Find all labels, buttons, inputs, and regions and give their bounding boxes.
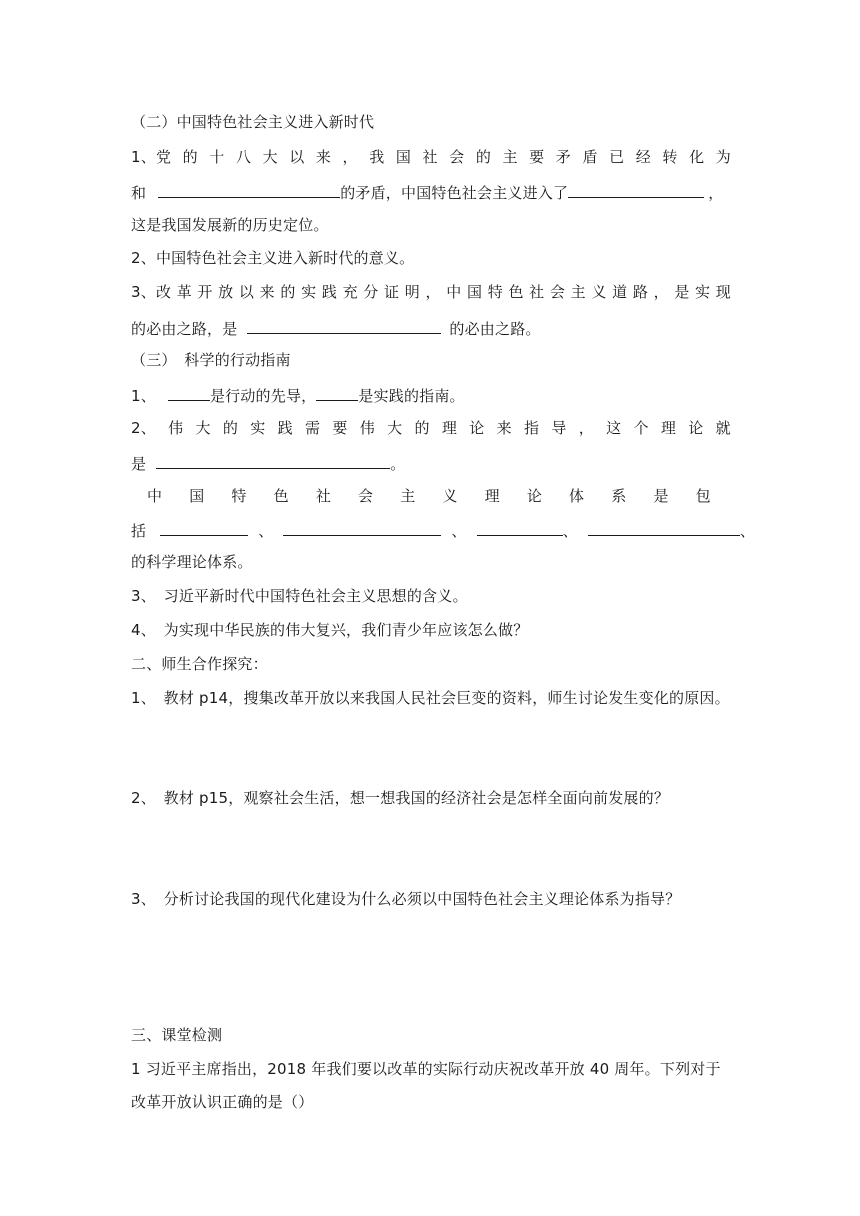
q3-text-a: 的必由之路，是 <box>131 320 238 338</box>
char-6: 主 <box>400 487 416 505</box>
char-9: 国 <box>395 148 412 166</box>
q2-line: 2、中国特色社会主义进入新时代的意义。 <box>131 249 415 267</box>
char-2: 十 <box>209 148 225 166</box>
char-9: 大 <box>387 419 403 437</box>
char-17: 这 <box>606 419 622 437</box>
char-16: ， <box>578 419 594 437</box>
part2-heading: 二、师生合作探究： <box>131 655 268 673</box>
char-4: 实 <box>250 419 266 437</box>
char-11: 会 <box>449 148 465 166</box>
char-12: 的 <box>475 148 492 166</box>
char-15: 导 <box>551 419 567 437</box>
char-14: 中 <box>446 283 462 301</box>
char-17: 色 <box>508 283 524 301</box>
part2-item-3: 3、 分析讨论我国的现代化建设为什么必须以中国特色社会主义理论体系为指导？ <box>131 890 681 908</box>
char-18: 经 <box>635 148 651 166</box>
sep: 、 <box>258 522 274 540</box>
char-16: 特 <box>487 283 503 301</box>
char-2: 特 <box>231 487 247 505</box>
blank-field[interactable] <box>283 519 441 536</box>
blank-field[interactable] <box>568 181 704 198</box>
char-7: 实 <box>301 283 317 301</box>
char-7: ， <box>342 148 358 166</box>
q1-line2 <box>131 181 723 203</box>
char-10: 社 <box>422 148 438 166</box>
char-3: 八 <box>235 148 252 166</box>
char-1: 国 <box>189 487 205 505</box>
char-15: 矛 <box>555 148 571 166</box>
q3-text-b: 的必由之路。 <box>449 320 541 338</box>
blank-field[interactable] <box>160 519 248 536</box>
char-10: 的 <box>414 419 430 437</box>
blank-field[interactable] <box>168 384 210 401</box>
char-1: 革 <box>176 283 192 301</box>
char-14: 要 <box>529 148 545 166</box>
s3-q2-text-a: 是 <box>131 455 147 473</box>
char-10: 分 <box>363 283 379 301</box>
part2-item-1: 1、 教材 p14，搜集改革开放以来我国人民社会巨变的资料，师生讨论发生变化的原因。 <box>131 689 730 707</box>
char-12: 明 <box>404 283 420 301</box>
char-5: 会 <box>358 487 374 505</box>
q3-line2 <box>131 317 541 339</box>
blank-field[interactable] <box>247 317 441 334</box>
q3-line1 <box>131 282 731 302</box>
char-14: 指 <box>524 419 540 437</box>
char-11: 系 <box>611 487 627 505</box>
char-20: 论 <box>688 419 704 437</box>
char-19: 转 <box>662 148 678 166</box>
char-12: 论 <box>469 419 485 437</box>
char-11: 理 <box>441 419 458 437</box>
char-3: 色 <box>273 487 289 505</box>
sep: 、 <box>739 522 756 540</box>
char-7: 要 <box>332 419 348 437</box>
char-6: 来 <box>315 148 332 166</box>
blank-field[interactable] <box>477 519 563 536</box>
section-heading-guide: （三） 科学的行动指南 <box>131 351 291 369</box>
s3-q2b-line2 <box>131 519 755 541</box>
s3-q4-line: 4、 为实现中华民族的伟大复兴，我们青少年应该怎么做？ <box>131 621 529 639</box>
q1-text-a: 和 <box>131 184 147 202</box>
char-22: 道 <box>612 283 628 301</box>
s3-q2-text-b: 。 <box>390 455 406 473</box>
char-4: 大 <box>262 148 278 166</box>
sep: 、 <box>562 522 578 540</box>
char-1: 伟 <box>168 419 184 437</box>
char-2: 大 <box>195 419 211 437</box>
char-16: 盾 <box>582 148 598 166</box>
char-9: 论 <box>526 487 543 505</box>
char-4: 以 <box>238 283 255 301</box>
char-17: 已 <box>609 148 625 166</box>
q1-line3: 这是我国发展新的历史定位。 <box>131 216 329 234</box>
s3-q1-text-a: 是行动的先导， <box>209 387 317 405</box>
s3-q2b-text-a: 括 <box>131 522 147 540</box>
part2-item-2: 2、 教材 p15，观察社会生活，想一想我国的经济社会是怎样全面向前发展的？ <box>131 789 670 807</box>
part3-q1-line1: 1 习近平主席指出，2018 年我们要以改革的实际行动庆祝改革开放 40 周年。下列对于 <box>131 1060 721 1078</box>
char-24: ， <box>653 283 669 301</box>
s3-q1-text-b: 是实践的指南。 <box>358 387 465 405</box>
char-21: 就 <box>715 419 731 437</box>
char-5: 以 <box>289 148 305 166</box>
char-9: 充 <box>342 283 358 301</box>
q1-text-b: 的矛盾，中国特色社会主义进入了 <box>340 184 569 202</box>
s3-q3-line: 3、 习近平新时代中国特色社会主义思想的含义。 <box>131 587 468 605</box>
s3-q2-line2 <box>131 452 405 474</box>
q1-text-c: ， <box>708 184 724 202</box>
q1-line1 <box>131 147 731 167</box>
char-3: 放 <box>218 283 234 301</box>
char-8: 我 <box>369 148 385 166</box>
sep: 、 <box>451 522 467 540</box>
char-0: 1、党 <box>131 148 172 166</box>
char-1: 的 <box>182 148 198 166</box>
char-6: 需 <box>305 419 321 437</box>
char-10: 体 <box>569 487 585 505</box>
s3-q2b-line3: 的科学理论体系。 <box>131 553 253 571</box>
part3-heading: 三、课堂检测 <box>131 1026 223 1044</box>
char-5: 践 <box>277 419 293 437</box>
section-heading-new-era: （二）中国特色社会主义进入新时代 <box>131 113 375 131</box>
s3-q2-line1 <box>131 418 731 438</box>
char-27: 现 <box>715 283 731 301</box>
blank-field[interactable] <box>156 452 390 469</box>
char-18: 社 <box>529 283 545 301</box>
char-23: 路 <box>632 283 649 301</box>
char-0: 2、 <box>131 419 156 437</box>
char-0: 3、改 <box>131 283 172 301</box>
s3-q1-num: 1、 <box>131 387 156 405</box>
char-0: 中 <box>147 487 163 505</box>
blank-field[interactable] <box>158 181 340 198</box>
char-13: 来 <box>496 419 512 437</box>
char-2: 开 <box>197 283 213 301</box>
blank-field[interactable] <box>588 519 740 536</box>
s3-q1-line <box>131 384 465 406</box>
char-19: 会 <box>549 283 566 301</box>
char-8: 理 <box>484 487 500 505</box>
char-5: 来 <box>259 283 275 301</box>
char-11: 证 <box>384 283 400 301</box>
char-4: 社 <box>315 487 332 505</box>
char-20: 主 <box>570 283 586 301</box>
char-3: 的 <box>222 419 239 437</box>
char-19: 理 <box>660 419 677 437</box>
char-26: 实 <box>695 283 711 301</box>
char-13: ， <box>425 283 441 301</box>
char-13: 包 <box>695 487 711 505</box>
char-15: 国 <box>466 283 483 301</box>
char-8: 伟 <box>359 419 375 437</box>
char-25: 是 <box>674 283 690 301</box>
char-21: 义 <box>591 283 607 301</box>
char-20: 化 <box>689 148 705 166</box>
char-8: 践 <box>321 283 338 301</box>
char-13: 主 <box>502 148 518 166</box>
char-18: 个 <box>633 419 649 437</box>
char-7: 义 <box>442 487 458 505</box>
blank-field[interactable] <box>316 384 358 401</box>
part3-q1-line2: 改革开放认识正确的是（） <box>131 1093 314 1111</box>
char-21: 为 <box>715 148 731 166</box>
char-12: 是 <box>653 487 669 505</box>
s3-q2b-line1 <box>147 486 711 506</box>
char-6: 的 <box>280 283 296 301</box>
